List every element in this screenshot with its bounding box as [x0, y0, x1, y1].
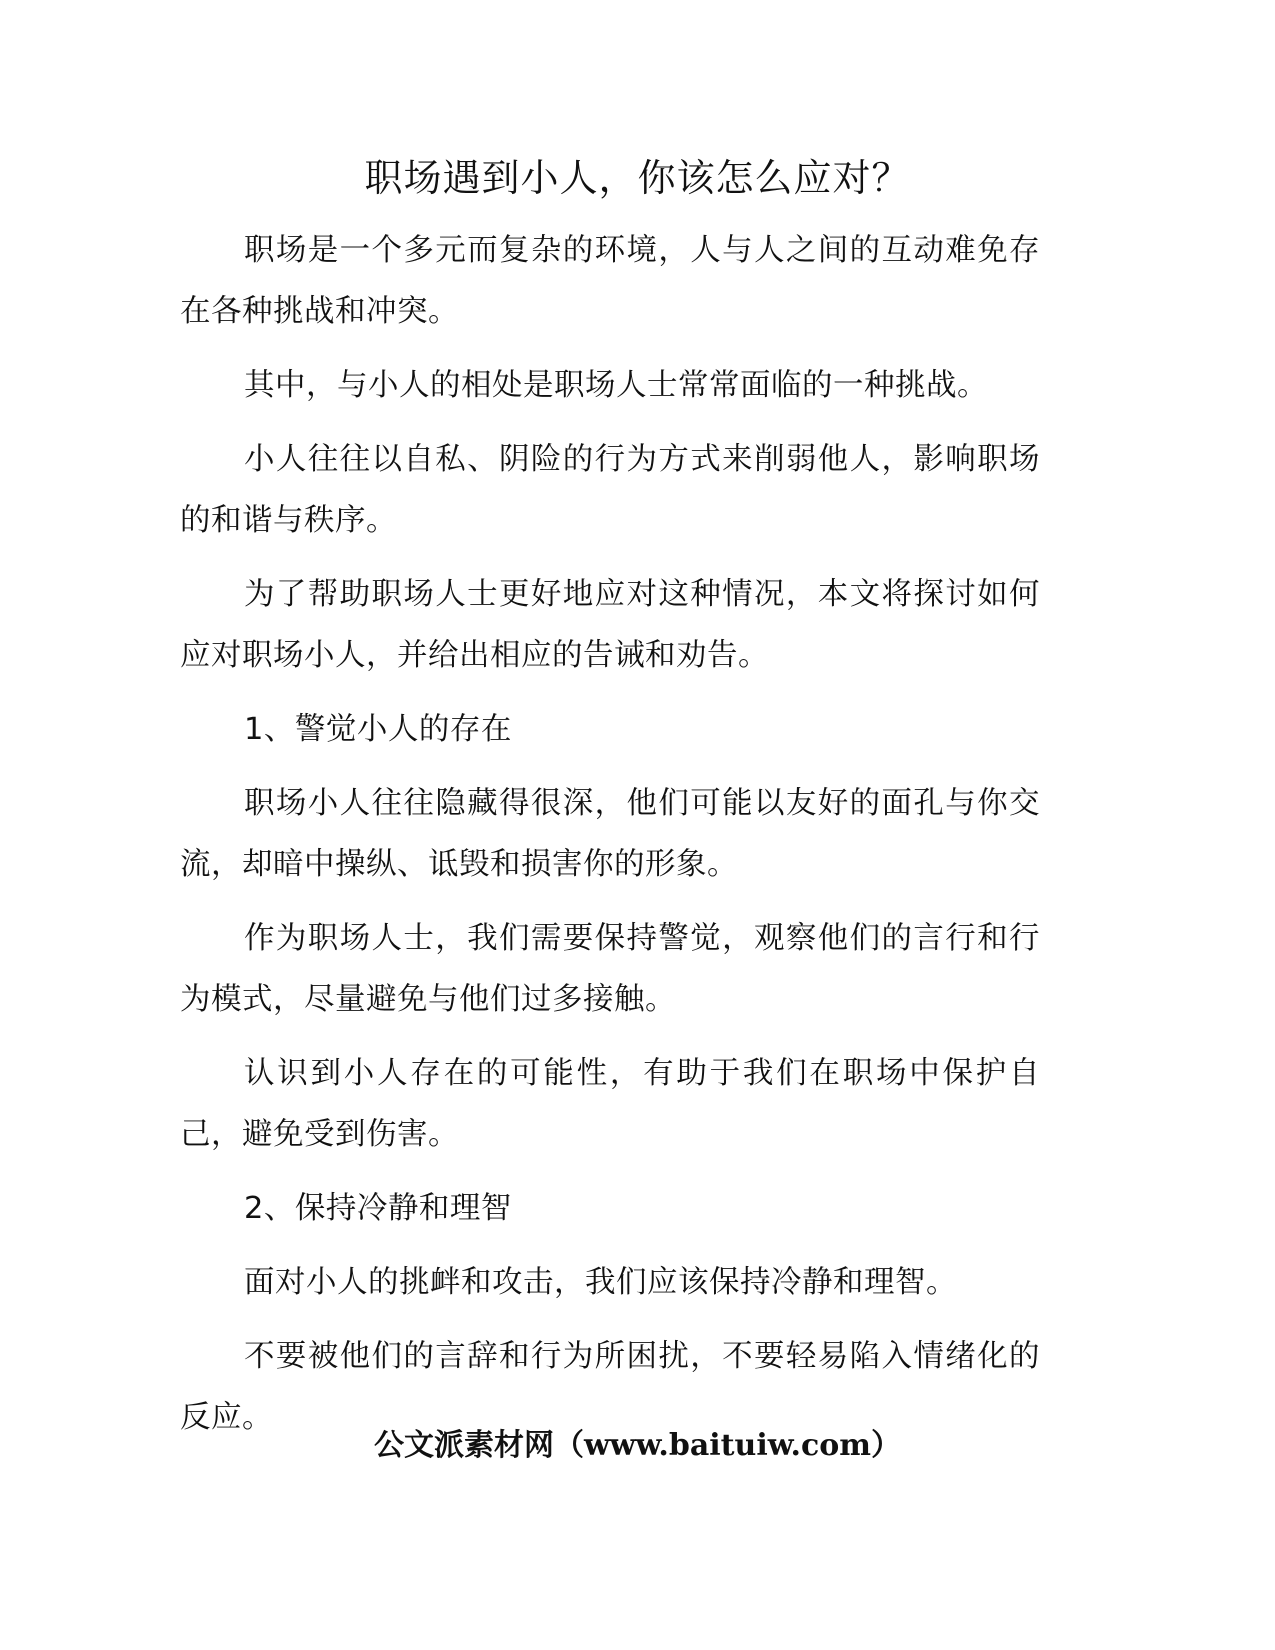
- document-title: 职场遇到小人，你该怎么应对？: [364, 156, 911, 200]
- paragraph: 为了帮助职场人士更好地应对这种情况，本文将探讨如何应对职场小人，并给出相应的告诫和劝告。: [180, 577, 1040, 673]
- paragraph: 职场小人往往隐藏得很深，他们可能以友好的面孔与你交流，却暗中操纵、诋毁和损害你的形象。: [180, 786, 1040, 882]
- section-heading: 2、保持冷静和理智: [244, 1191, 512, 1226]
- paragraph: 小人往往以自私、阴险的行为方式来削弱他人，影响职场的和谐与秩序。: [180, 442, 1040, 538]
- paragraph: 面对小人的挑衅和攻击，我们应该保持冷静和理智。: [244, 1265, 957, 1300]
- paragraph: 作为职场人士，我们需要保持警觉，观察他们的言行和行为模式，尽量避免与他们过多接触。: [180, 921, 1040, 1017]
- paragraph: 认识到小人存在的可能性，有助于我们在职场中保护自己，避免受到伤害。: [180, 1056, 1040, 1152]
- document-body: [180, 220, 1040, 1461]
- page-footer: 公文派素材网（www.baituiw.com）: [373, 1428, 902, 1463]
- paragraph: 其中，与小人的相处是职场人士常常面临的一种挑战。: [244, 368, 988, 403]
- paragraph: 不要被他们的言辞和行为所困扰，不要轻易陷入情绪化的反应。: [180, 1339, 1040, 1435]
- section-heading: 1、警觉小人的存在: [244, 712, 512, 747]
- paragraph: 职场是一个多元而复杂的环境，人与人之间的互动难免存在各种挑战和冲突。: [180, 233, 1040, 329]
